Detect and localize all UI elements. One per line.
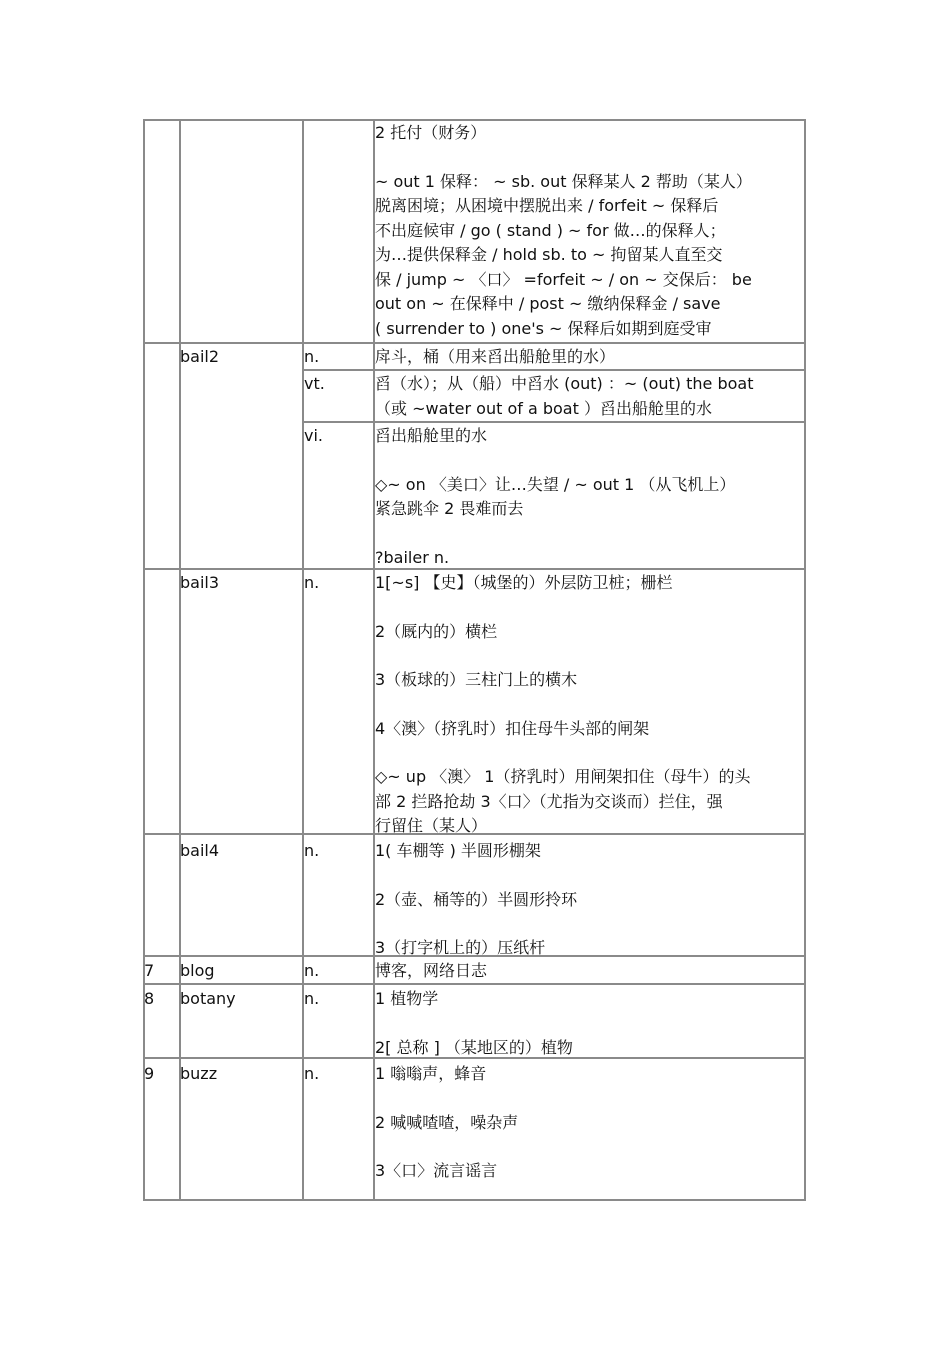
definition-line xyxy=(375,912,577,936)
part-of-speech: n. xyxy=(304,347,320,366)
entry-word: blog xyxy=(180,961,215,980)
part-of-speech: vt. xyxy=(304,374,325,393)
grid-line xyxy=(302,119,304,1201)
definition-line: 脱离困境；从困境中摆脱出来 / forfeit ~ 保释后 xyxy=(375,196,719,215)
definition-line: 部 2 拦路抢劫 3〈口〉（尤指为交谈而）拦住，强 xyxy=(375,791,723,811)
entry-word: bail2 xyxy=(180,347,220,366)
part-of-speech: vi. xyxy=(304,426,323,445)
definition-line: 1[~s] 【史】（城堡的）外层防卫桩；栅栏 xyxy=(375,573,673,592)
definition-line: 舀出船舱里的水 xyxy=(375,426,488,445)
part-of-speech: n. xyxy=(304,989,320,1008)
definition-line: 为…提供保释金 / hold sb. to ~ 拘留某人直至交 xyxy=(375,245,723,264)
definition-line xyxy=(375,1087,518,1111)
entry-word: bail3 xyxy=(180,573,220,592)
grid-line xyxy=(302,421,806,423)
definition-line: （或 ~water out of a boat ）舀出船舱里的水 xyxy=(375,398,712,418)
definition-cell xyxy=(375,345,615,370)
part-of-speech: n. xyxy=(304,573,320,592)
definition-line: 3（板球的）三柱门上的横木 xyxy=(375,670,578,689)
definition-line: 戽斗，桶（用来舀出船舱里的水） xyxy=(375,347,616,366)
entry-number: 7 xyxy=(144,961,155,980)
definition-cell xyxy=(375,959,487,984)
definition-line: 2（壶、桶等的）半圆形拎环 xyxy=(375,889,578,909)
entry-word: bail4 xyxy=(180,841,220,860)
definition-cell xyxy=(375,571,750,839)
definition-cell xyxy=(375,839,577,961)
definition-line: ◇~ on 〈美口〉让…失望 / ~ out 1 （从飞机上） xyxy=(375,474,736,494)
definition-cell xyxy=(375,372,754,421)
definition-cell xyxy=(375,987,573,1060)
definition-line: 3〈口〉流言谣言 xyxy=(375,1161,498,1180)
definition-line xyxy=(375,146,752,170)
definition-cell xyxy=(375,121,752,341)
definition-line: ◇~ up 〈澳〉 1（挤乳时）用闸架扣住（母牛）的头 xyxy=(375,767,751,786)
definition-line: 2[ 总称 ] （某地区的）植物 xyxy=(375,1037,573,1057)
definition-line xyxy=(375,1135,518,1159)
entry-word: buzz xyxy=(180,1064,218,1083)
entry-number: 8 xyxy=(144,989,155,1008)
definition-line: out on ~ 在保释中 / post ~ 缴纳保释金 / save xyxy=(375,294,721,313)
definition-line: 1( 车棚等 ) 半圆形棚架 xyxy=(375,841,541,860)
definition-line: 不出庭候审 / go ( stand ) ~ for 做…的保释人； xyxy=(375,220,726,240)
definition-line: 博客，网络日志 xyxy=(375,961,488,980)
grid-line xyxy=(179,119,181,1201)
definition-cell xyxy=(375,424,735,570)
definition-line xyxy=(375,1012,573,1036)
definition-line xyxy=(375,693,750,717)
definition-line xyxy=(375,864,577,888)
definition-line: ( surrender to ) one's ~ 保释后如期到庭受审 xyxy=(375,318,712,338)
definition-line: 2（厩内的）横栏 xyxy=(375,621,498,641)
definition-line: 3（打字机上的）压纸杆 xyxy=(375,938,546,957)
definition-line xyxy=(375,596,750,620)
part-of-speech: n. xyxy=(304,841,320,860)
grid-line xyxy=(143,119,145,1201)
definition-line: 1 嗡嗡声，蜂音 xyxy=(375,1064,487,1083)
part-of-speech: n. xyxy=(304,1064,320,1083)
definition-line xyxy=(375,741,750,765)
definition-line: 2 托付（财务） xyxy=(375,123,487,142)
definition-line: 1 植物学 xyxy=(375,989,439,1008)
definition-line: 保 / jump ~ 〈口〉 =forfeit ~ / on ~ 交保后： be xyxy=(375,269,752,289)
definition-line: 4〈澳〉（挤乳时）扣住母牛头部的闸架 xyxy=(375,718,650,738)
definition-line: ?bailer n. xyxy=(375,547,450,567)
grid-line xyxy=(143,1199,806,1201)
definition-cell xyxy=(375,1062,518,1184)
definition-line xyxy=(375,644,750,668)
definition-line xyxy=(375,522,735,546)
entry-number: 9 xyxy=(144,1064,155,1083)
grid-line xyxy=(804,119,806,1201)
definition-line: ~ out 1 保释： ~ sb. out 保释某人 2 帮助（某人） xyxy=(375,171,752,191)
definition-line: 紧急跳伞 2 畏难而去 xyxy=(375,499,524,518)
definition-line: 舀（水）；从（船）中舀水 (out) ：~ (out) the boat xyxy=(375,374,754,393)
entry-word: botany xyxy=(180,989,236,1008)
definition-line: 行留住（某人） xyxy=(375,816,488,835)
definition-line: 2 喊喊喳喳，噪杂声 xyxy=(375,1112,519,1132)
definition-line xyxy=(375,449,735,473)
part-of-speech: n. xyxy=(304,961,320,980)
grid-line xyxy=(143,342,806,344)
